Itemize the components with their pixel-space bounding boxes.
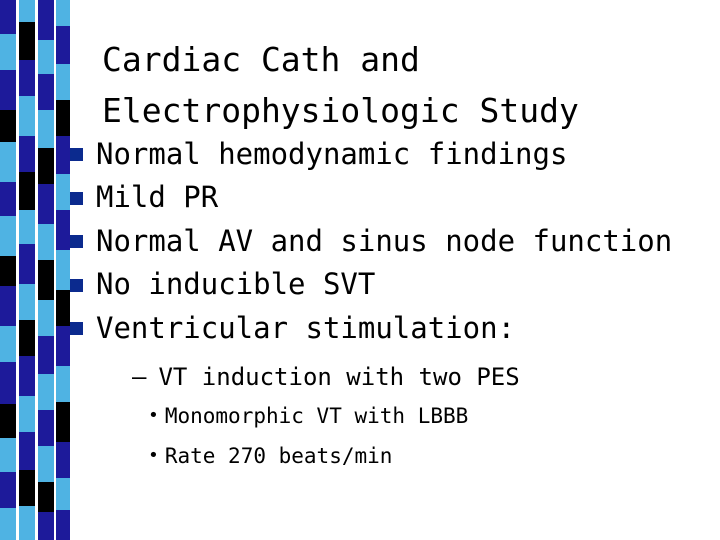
bullet-item [70, 132, 715, 176]
square-bullet-icon [70, 235, 83, 248]
dot-bullet-marker: • [148, 445, 159, 466]
sub-bullet-item [70, 358, 715, 396]
bullet-list [70, 132, 715, 476]
square-bullet-icon [70, 322, 83, 335]
square-bullet-icon [70, 279, 83, 292]
stripe-pattern-graphic [0, 0, 78, 540]
slide-title: Cardiac Cath and Electrophysiologic Study [102, 40, 579, 130]
bullet-text: No inducible SVT [96, 267, 376, 302]
bullet-text: Normal hemodynamic findings [96, 136, 568, 171]
square-bullet-icon [70, 148, 83, 161]
sub-sub-bullet-text: Rate 270 beats/min [164, 443, 393, 468]
bullet-text: Normal AV and sinus node function [96, 223, 673, 258]
bullet-item [70, 176, 715, 220]
dot-bullet-marker: • [148, 405, 159, 426]
sub-sub-bullet-item [70, 396, 715, 436]
sub-bullet-text: VT induction with two PES [158, 362, 520, 391]
bullet-text: Mild PR [96, 180, 219, 215]
bullet-item [70, 306, 715, 350]
dash-bullet-marker: – [132, 362, 147, 391]
decorative-stripe-column [0, 0, 78, 540]
bullet-item [70, 219, 715, 263]
sub-sub-bullet-item [70, 436, 715, 476]
bullet-text: Ventricular stimulation: [96, 310, 516, 345]
square-bullet-icon [70, 192, 83, 205]
bullet-item [70, 263, 715, 307]
sub-sub-bullet-text: Monomorphic VT with LBBB [164, 403, 469, 428]
